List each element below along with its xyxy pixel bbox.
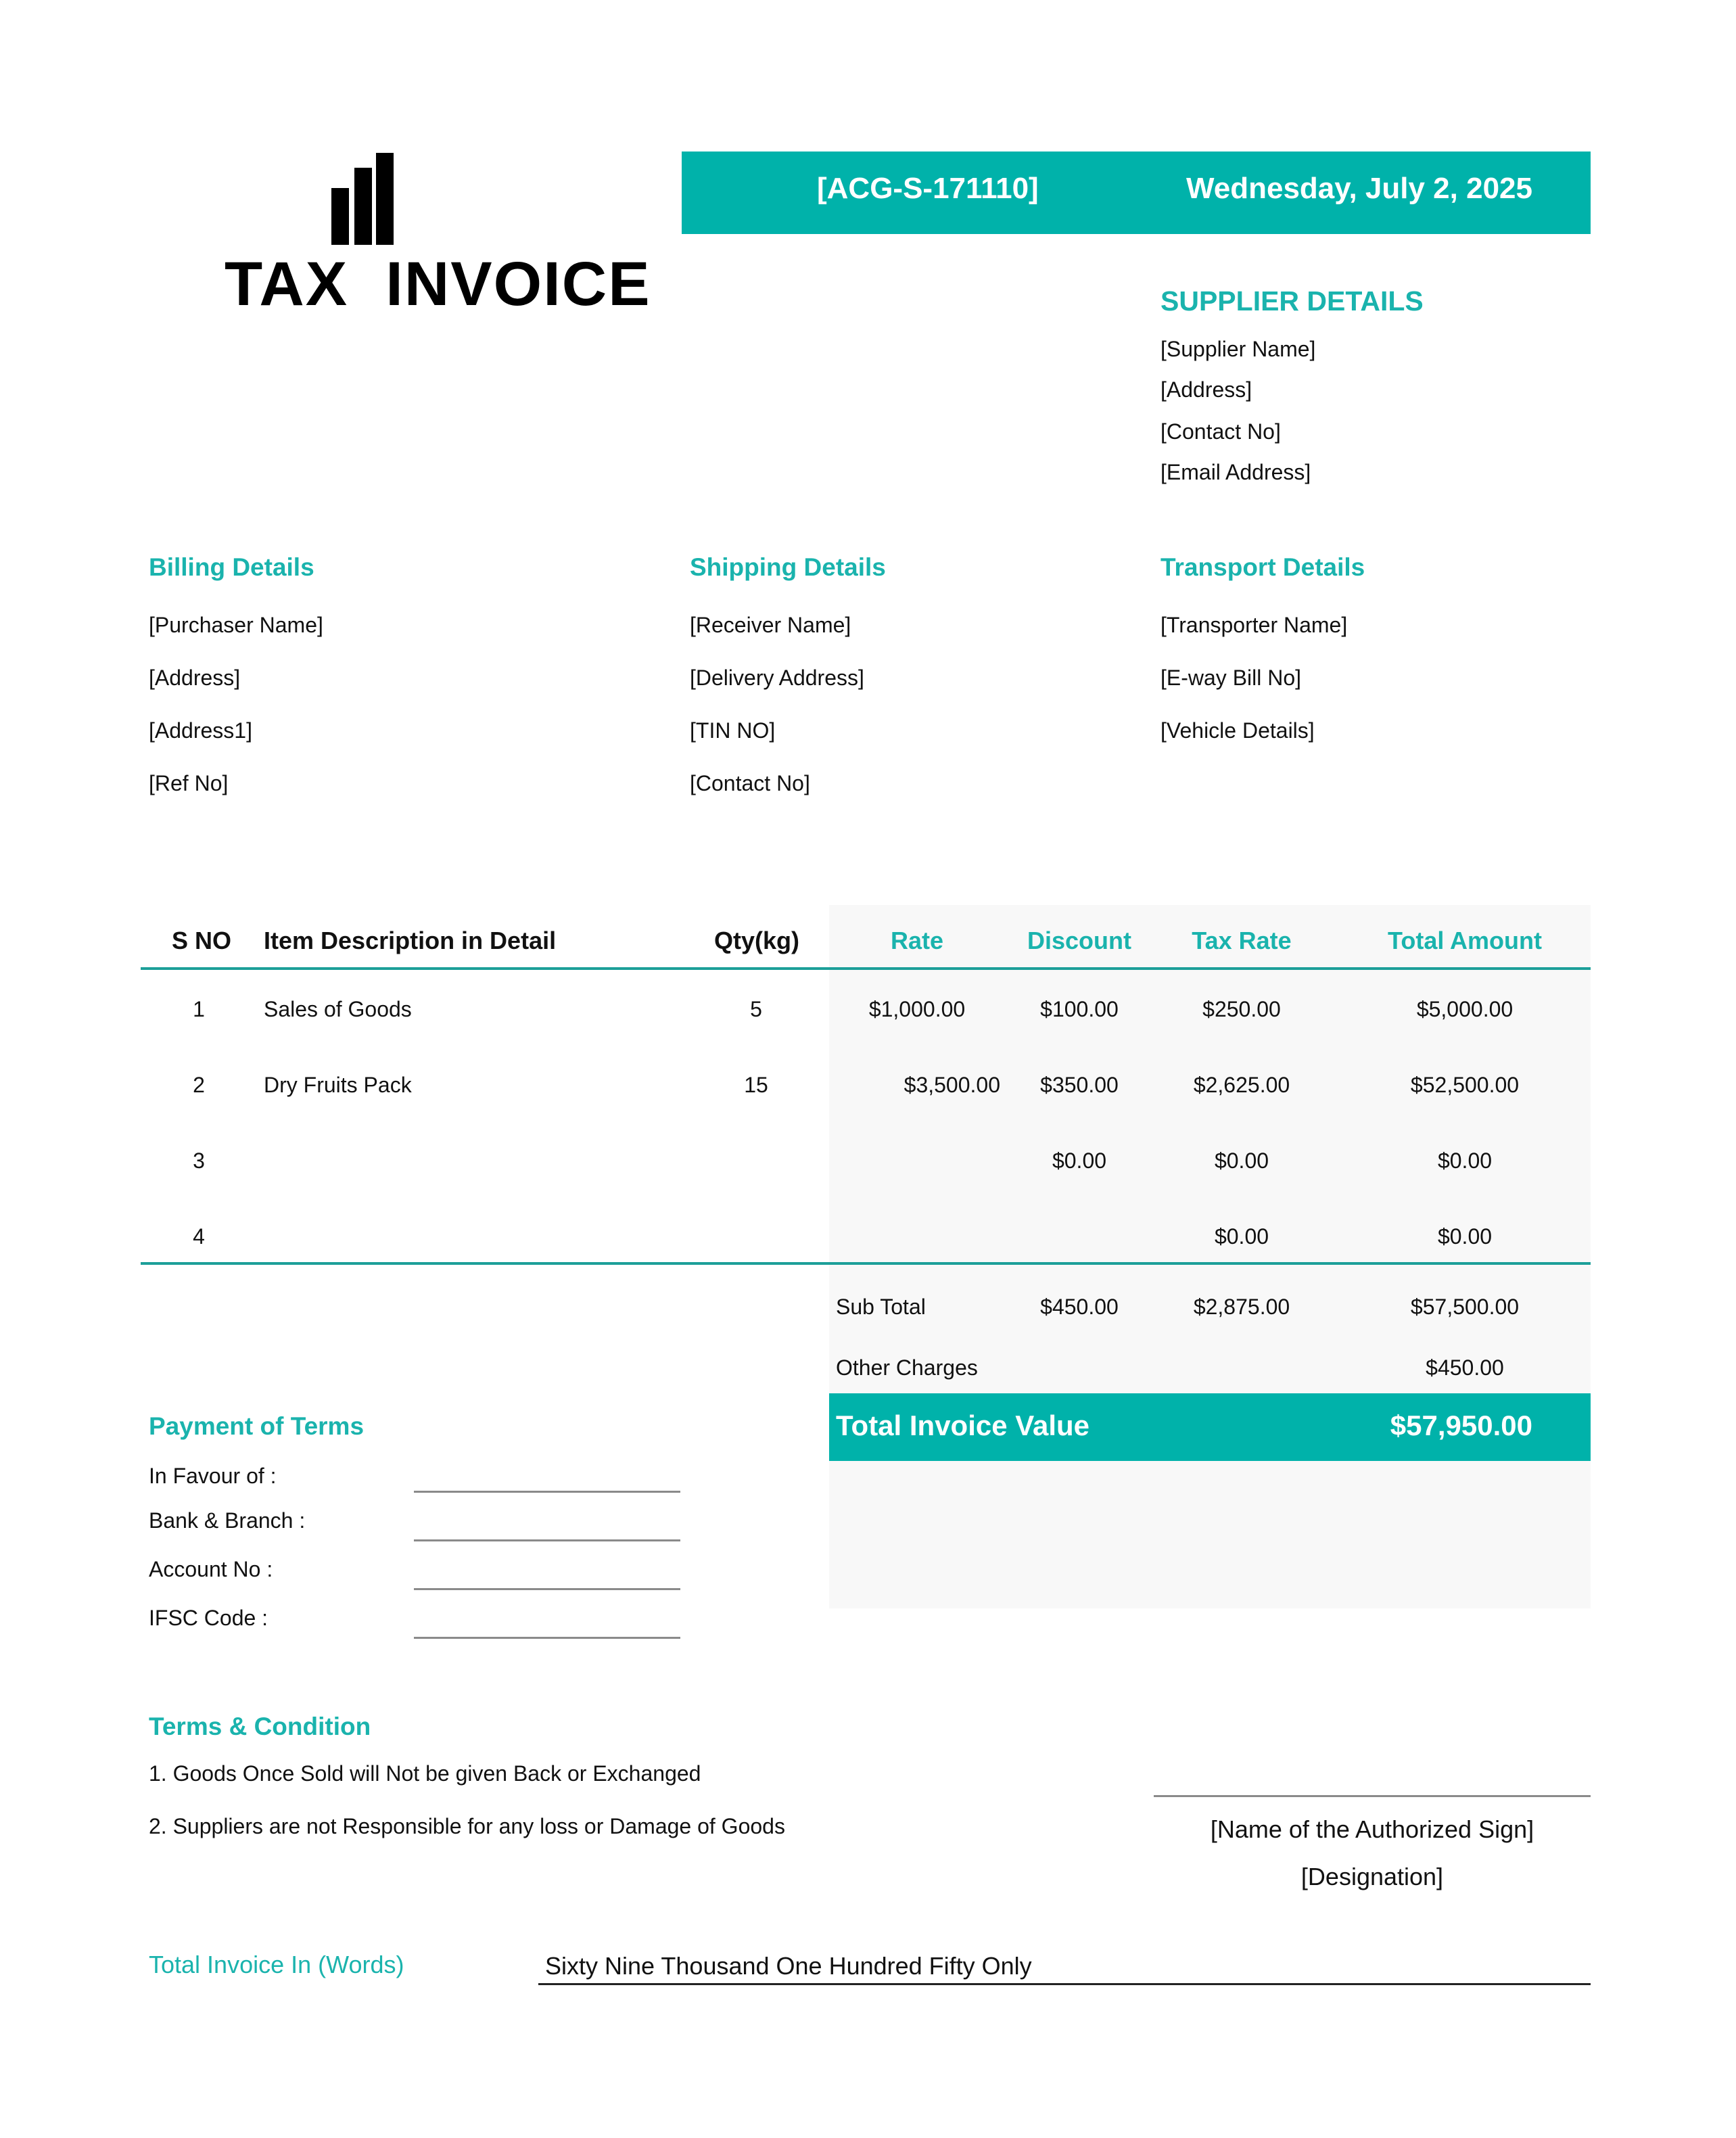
terms-item-2: 2. Suppliers are not Responsible for any loss or Damage of Goods [149,1814,785,1838]
row2-tax: $2,625.00 [1193,1073,1290,1097]
supplier-address: [Address] [1160,377,1252,402]
shipping-contact: [Contact No] [690,771,810,795]
other-charges-value: $450.00 [1426,1355,1504,1380]
row3-total: $0.00 [1437,1148,1493,1173]
invoice-title: TAX INVOICE [225,250,651,319]
invoice-number: [ACG-S-171110] [817,172,1039,205]
row4-total: $0.00 [1437,1224,1493,1249]
transport-heading: Transport Details [1160,553,1365,581]
row1-qty: 5 [750,997,762,1021]
row2-rate: $3,500.00 [904,1073,1000,1097]
row2-total: $52,500.00 [1410,1073,1520,1097]
payment-account-line [414,1588,680,1590]
billing-address1: [Address1] [149,718,252,743]
col-header-tax-rate: Tax Rate [1192,927,1292,954]
subtotal-label: Sub Total [836,1295,926,1319]
col-header-total-amount: Total Amount [1388,927,1542,954]
authorized-sign-designation: [Designation] [1300,1863,1444,1890]
shipping-tin: [TIN NO] [690,718,776,743]
row1-description: Sales of Goods [264,997,412,1021]
words-label: Total Invoice In (Words) [149,1951,404,1978]
total-invoice-band [829,1393,1591,1461]
col-header-qty: Qty(kg) [714,927,799,954]
supplier-name: [Supplier Name] [1160,337,1316,361]
invoice-date: Wednesday, July 2, 2025 [1186,172,1532,205]
col-header-discount: Discount [1027,927,1131,954]
billing-address: [Address] [149,666,241,690]
transport-eway: [E-way Bill No] [1160,666,1302,690]
row4-tax: $0.00 [1214,1224,1269,1249]
row1-rate: $1,000.00 [868,997,966,1021]
transport-name: [Transporter Name] [1160,613,1348,637]
table-header-rule [141,967,1591,970]
payment-account-label: Account No : [149,1557,273,1581]
table-body-rule [141,1262,1591,1265]
terms-item-1: 1. Goods Once Sold will Not be given Back or Exchanged [149,1761,701,1786]
row3-tax: $0.00 [1214,1148,1269,1173]
row2-qty: 15 [744,1073,768,1097]
row1-sno: 1 [193,997,205,1021]
payment-heading: Payment of Terms [149,1412,365,1440]
shipping-heading: Shipping Details [690,553,886,581]
row2-description: Dry Fruits Pack [264,1073,412,1097]
row2-sno: 2 [193,1073,205,1097]
row1-tax: $250.00 [1202,997,1281,1021]
supplier-contact: [Contact No] [1160,419,1281,444]
header-band [682,152,1591,234]
total-invoice-label: Total Invoice Value [836,1410,1090,1441]
row3-discount: $0.00 [1052,1148,1107,1173]
supplier-heading: SUPPLIER DETAILS [1160,285,1424,317]
billing-name: [Purchaser Name] [149,613,323,637]
supplier-email: [Email Address] [1160,460,1311,484]
payment-favour-line [414,1491,680,1493]
row1-discount: $100.00 [1040,997,1119,1021]
terms-heading: Terms & Condition [149,1713,371,1740]
subtotal-total: $57,500.00 [1410,1295,1520,1319]
subtotal-discount: $450.00 [1040,1295,1119,1319]
bar-chart-logo-icon [331,153,396,245]
row3-sno: 3 [193,1148,205,1173]
payment-bank-line [414,1539,680,1541]
payment-ifsc-label: IFSC Code : [149,1606,268,1630]
other-charges-label: Other Charges [836,1355,978,1380]
words-value: Sixty Nine Thousand One Hundred Fifty Only [545,1952,1032,1980]
subtotal-tax: $2,875.00 [1193,1295,1290,1319]
billing-heading: Billing Details [149,553,314,581]
row1-total: $5,000.00 [1416,997,1514,1021]
shipping-receiver: [Receiver Name] [690,613,851,637]
row4-sno: 4 [193,1224,205,1249]
col-header-rate: Rate [890,927,944,954]
shipping-address: [Delivery Address] [690,666,864,690]
authorized-sign-name: [Name of the Authorized Sign] [1210,1815,1534,1843]
row2-discount: $350.00 [1040,1073,1119,1097]
billing-ref-no: [Ref No] [149,771,229,795]
payment-ifsc-line [414,1637,680,1639]
total-invoice-value: $57,950.00 [1390,1410,1532,1441]
signature-line [1154,1795,1591,1797]
col-header-description: Item Description in Detail [264,927,557,954]
col-header-sno: S NO [172,927,232,954]
payment-favour-label: In Favour of : [149,1464,277,1488]
transport-vehicle: [Vehicle Details] [1160,718,1315,743]
words-underline [538,1983,1591,1985]
payment-bank-label: Bank & Branch : [149,1508,306,1533]
